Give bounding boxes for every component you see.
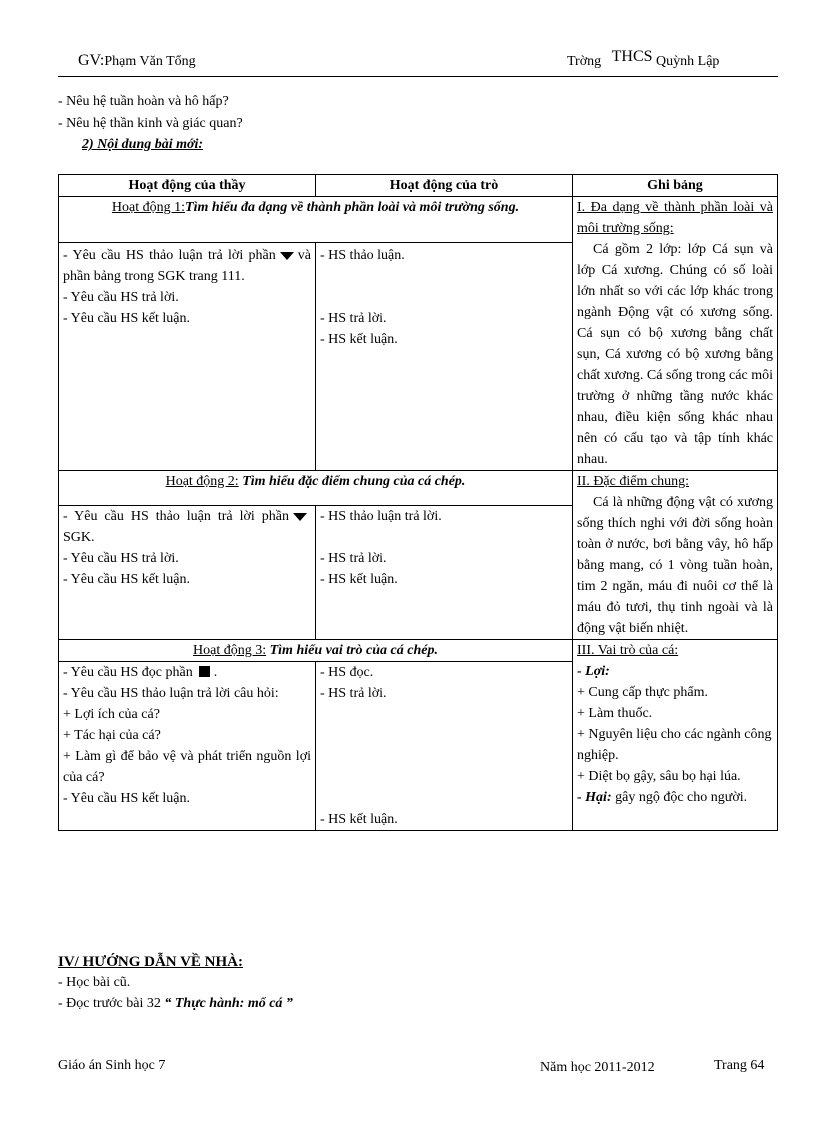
table-header-row	[59, 175, 778, 197]
school-tag: THCS	[611, 48, 653, 65]
activity-2-heading-row	[59, 471, 778, 506]
header-school	[567, 48, 720, 70]
header-notes: Ghi bảng	[573, 175, 778, 197]
list-item: - Yêu cầu HS kết luận.	[63, 311, 190, 327]
footer-page: Trang 64	[714, 1058, 765, 1073]
list-item: - HS đọc.	[320, 665, 374, 680]
header-student-activity: Hoạt động của trò	[316, 175, 573, 197]
notes-2-body: Cá là những động vật có xương sống thích nghi với đời sống hoàn toàn ở nước, bơi bằng vây, hô hấp bằng mang, có 1 vòng tuần hoàn, tim 2 ngăn, máu đi nuôi cơ thể là máu đỏ tươi, thụ tinh ngoài và là động vật biến nhiệt.	[577, 495, 773, 636]
activity-3-notes	[573, 640, 778, 831]
activity-3-teacher	[59, 662, 316, 831]
notes-2-title: II. Đặc điểm chung:	[577, 474, 689, 489]
activity-1-teacher	[59, 243, 316, 471]
list-item: + Cung cấp thực phẩm.	[577, 685, 708, 700]
list-item: - HS thảo luận trả lời.	[320, 508, 442, 524]
list-item: - Yêu cầu HS trả lời.	[63, 290, 179, 306]
notes-1-body: Cá gồm 2 lớp: lớp Cá sụn và lớp Cá xương. Chúng có số loài lớn nhất so với các lớp khác trong ngành Động vật có xương sống. Cá sụn có bộ xương bằng chất sụn, Cá xương có bộ xương bằng chất xương. Cá sống trong các môi trường ở những tầng nước khác nhau, điều kiện sống khác nhau nên có cấu tạo và tập tính khác nhau.	[577, 242, 773, 467]
activity-2-student	[316, 505, 573, 639]
list-item: - Yêu cầu HS kết luận.	[63, 571, 190, 587]
header-divider	[58, 76, 778, 77]
section-title: 2) Nội dung bài mới:	[82, 137, 204, 152]
activity-2-teacher	[59, 505, 316, 639]
activity-3-heading	[59, 640, 573, 662]
list-item: - Yêu cầu HS trả lời.	[63, 550, 179, 566]
list-item: - HS trả lời.	[320, 311, 387, 327]
intro-line-1: - Nêu hệ tuần hoàn và hô hấp?	[58, 94, 229, 109]
school-pre: Trờng	[567, 54, 602, 69]
activity-3-title: Tìm hiểu vai trò của cá chép.	[269, 643, 438, 658]
list-item: + Tác hại của cá?	[63, 728, 161, 743]
lesson-table	[58, 174, 778, 831]
list-item: - HS trả lời.	[320, 686, 387, 701]
school-name: Quỳnh Lập	[656, 54, 720, 69]
activity-1-heading-row	[59, 197, 778, 243]
activity-1-heading	[59, 197, 573, 243]
list-item: - Yêu cầu HS thảo luận trả lời câu hỏi:	[63, 686, 279, 701]
activity-2-heading	[59, 471, 573, 506]
footer-left: Giáo án Sinh học 7	[58, 1058, 166, 1073]
gv-label: GV:	[78, 52, 105, 69]
list-item: - Yêu cầu HS kết luận.	[63, 791, 190, 806]
homework-line-1: - Học bài cũ.	[58, 975, 131, 990]
list-item: - HS kết luận.	[320, 812, 398, 827]
list-item: + Làm thuốc.	[577, 706, 653, 721]
activity-3-student	[316, 662, 573, 831]
homework-title: IV/ HƯỚNG DẪN VỀ NHÀ:	[58, 954, 244, 970]
activity-1-student	[316, 243, 573, 471]
notes-3-hai: - Hại: gây ngộ độc cho người.	[577, 790, 748, 805]
activity-2-title: Tìm hiểu đặc điểm chung của cá chép.	[242, 474, 466, 489]
triangle-down-icon	[293, 513, 307, 521]
list-item: + Nguyên liệu cho các ngành công nghiệp.	[577, 727, 772, 763]
intro-line-2: - Nêu hệ thần kinh và giác quan?	[58, 116, 243, 131]
list-item: - HS trả lời.	[320, 550, 387, 566]
activity-3-label: Hoạt động 3:	[193, 643, 267, 658]
activity-3-heading-row	[59, 640, 778, 662]
triangle-down-icon	[280, 252, 294, 260]
list-item: + Diệt bọ gậy, sâu bọ hại lúa.	[577, 769, 741, 784]
teacher-name: Phạm Văn Tổng	[104, 54, 196, 69]
list-item: - Yêu cầu HS thảo luận trả lời phầnSGK.	[63, 506, 311, 548]
list-item: - Yêu cầu HS đọc phần .	[63, 665, 218, 680]
notes-3-title: III. Vai trò của cá:	[577, 643, 679, 658]
list-item: + Lợi ích của cá?	[63, 707, 160, 722]
activity-1-label: Hoạt động 1:	[111, 200, 186, 215]
homework-line-2: - Đọc trước bài 32 “ Thực hành: mổ cá ”	[58, 996, 293, 1011]
activity-2-label: Hoạt động 2:	[165, 474, 239, 489]
activity-1-notes	[573, 197, 778, 471]
header-teacher	[78, 52, 196, 70]
list-item: - HS kết luận.	[320, 571, 398, 587]
notes-3-loi-label: - Lợi:	[577, 664, 610, 679]
list-item: - HS thảo luận.	[320, 248, 405, 264]
list-item: - Yêu cầu HS thảo luận trả lời phần và phần bảng trong SGK trang 111.	[63, 248, 311, 285]
list-item: + Làm gì để bảo vệ và phát triển nguồn lợi của cá?	[63, 749, 311, 785]
header-teacher-activity: Hoạt động của thầy	[59, 175, 316, 197]
notes-1-title: I. Đa dạng về thành phần loài và môi trường sống:	[577, 200, 773, 236]
activity-2-notes	[573, 471, 778, 640]
footer-year: Năm học 2011-2012	[540, 1060, 655, 1075]
black-square-icon	[199, 666, 210, 677]
activity-1-title: Tìm hiểu đa dạng về thành phần loài và môi trường sống.	[185, 200, 520, 215]
list-item: - HS kết luận.	[320, 332, 398, 348]
